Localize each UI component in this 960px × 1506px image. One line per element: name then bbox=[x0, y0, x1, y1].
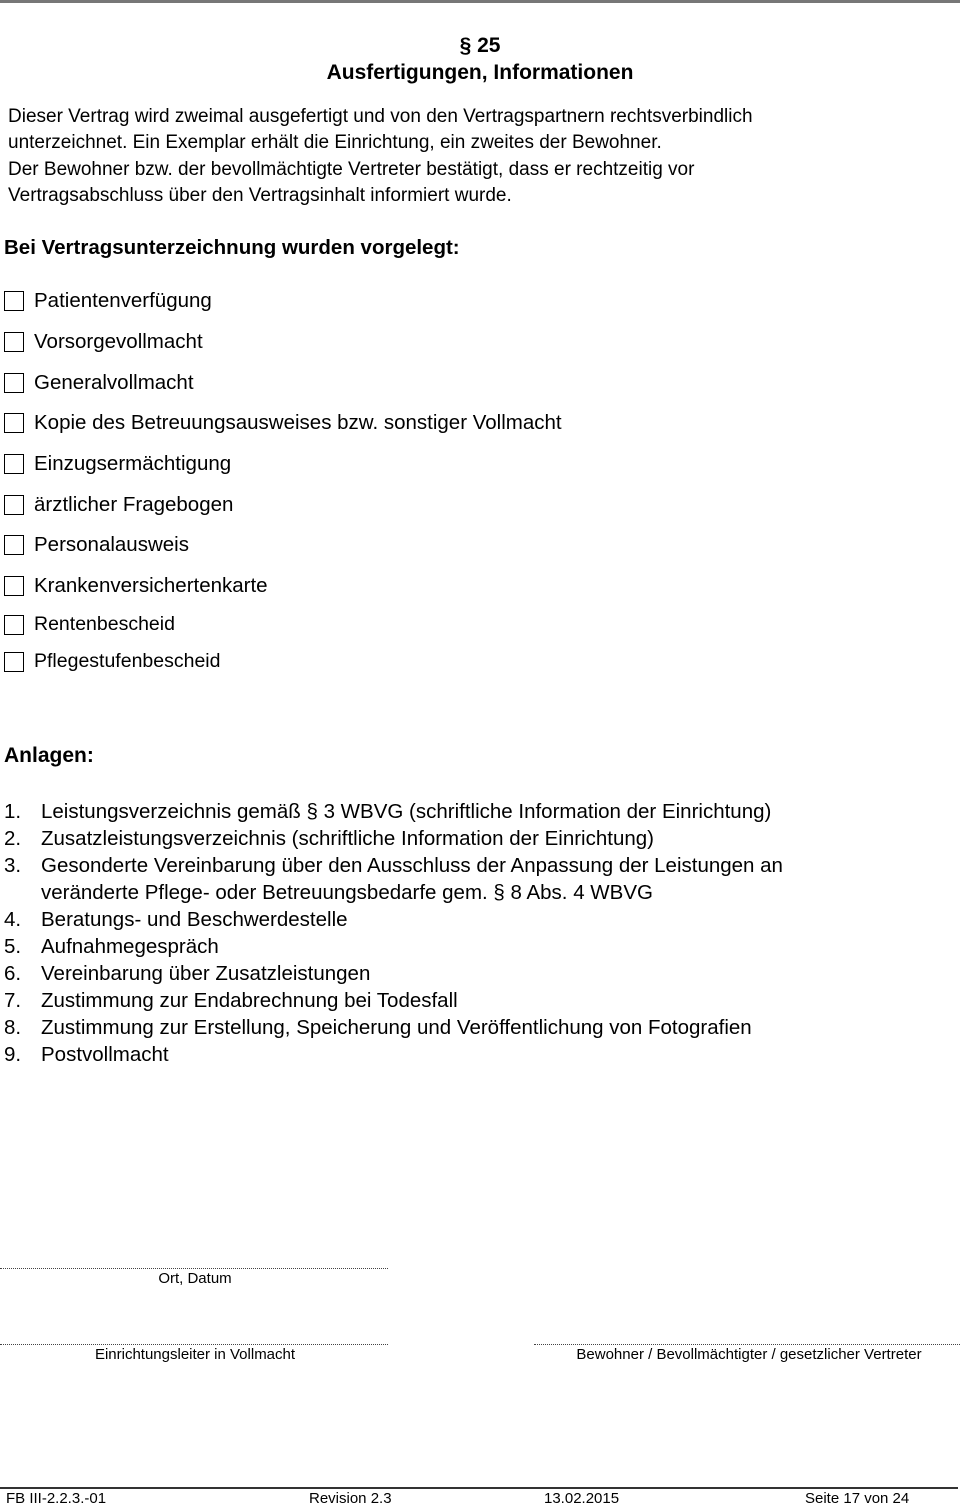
attachments-heading: Anlagen: bbox=[4, 744, 94, 767]
document-checkbox-item[interactable] bbox=[4, 411, 562, 435]
attachment-text: Beratungs- und Beschwerdestelle bbox=[41, 908, 348, 931]
attachment-item bbox=[4, 1014, 752, 1041]
checkbox[interactable] bbox=[4, 535, 24, 555]
checkbox-label: Personalausweis bbox=[34, 533, 189, 556]
attachment-item bbox=[4, 987, 458, 1014]
checkbox-label: Einzugsermächtigung bbox=[34, 452, 232, 475]
attachment-number: 5. bbox=[4, 935, 22, 958]
attachment-text: Zustimmung zur Erstellung, Speicherung und Veröffentlichung von Fotografien bbox=[41, 1016, 752, 1039]
paragraph-line: Dieser Vertrag wird zweimal ausgefertigt und von den Vertragspartnern rechtsverbindlich bbox=[8, 106, 753, 127]
footer-rule bbox=[0, 1487, 958, 1489]
document-checkbox-item[interactable] bbox=[4, 289, 212, 313]
attachment-number: 4. bbox=[4, 908, 22, 931]
facility-signature-label: Einrichtungsleiter in Vollmacht bbox=[94, 1346, 296, 1363]
attachment-item bbox=[4, 798, 771, 825]
attachment-item bbox=[4, 933, 219, 960]
attachment-number: 8. bbox=[4, 1016, 22, 1039]
checkbox-label: Patientenverfügung bbox=[34, 289, 212, 312]
attachment-number: 7. bbox=[4, 989, 22, 1012]
attachment-item bbox=[4, 825, 654, 852]
checkbox-label: Vorsorgevollmacht bbox=[34, 330, 203, 353]
attachment-text: Zustimmung zur Endabrechnung bei Todesfall bbox=[41, 989, 458, 1012]
checkbox[interactable] bbox=[4, 332, 24, 352]
footer-date: 13.02.2015 bbox=[544, 1490, 620, 1506]
attachment-number: 1. bbox=[4, 800, 22, 823]
checkbox-label: Krankenversichertenkarte bbox=[34, 574, 268, 597]
resident-signature-label: Bewohner / Bevollmächtigter / gesetzlicher Vertreter bbox=[576, 1346, 922, 1363]
document-checkbox-item[interactable] bbox=[4, 371, 194, 395]
attachment-text: Zusatzleistungsverzeichnis (schriftliche Information der Einrichtung) bbox=[41, 827, 654, 850]
attachment-item bbox=[4, 960, 370, 987]
attachment-text: Vereinbarung über Zusatzleistungen bbox=[41, 962, 371, 985]
attachment-item bbox=[4, 906, 348, 933]
signature-line-facility[interactable] bbox=[0, 1344, 388, 1345]
attachment-text: veränderte Pflege- oder Betreuungsbedarfe gem. § 8 Abs. 4 WBVG bbox=[41, 881, 653, 904]
checkbox-label: Pflegestufenbescheid bbox=[34, 650, 221, 672]
checkbox[interactable] bbox=[4, 495, 24, 515]
checkbox[interactable] bbox=[4, 373, 24, 393]
document-checkbox-item[interactable] bbox=[4, 493, 233, 517]
checkbox-label: ärztlicher Fragebogen bbox=[34, 493, 234, 516]
document-checkbox-item[interactable] bbox=[4, 452, 231, 476]
checkbox[interactable] bbox=[4, 291, 24, 311]
document-checkbox-item[interactable] bbox=[4, 613, 175, 636]
section-number: § 25 bbox=[459, 34, 501, 57]
checkbox[interactable] bbox=[4, 413, 24, 433]
top-rule bbox=[0, 0, 960, 3]
signature-line-place-date[interactable] bbox=[0, 1268, 388, 1269]
attachment-text: Aufnahmegespräch bbox=[41, 935, 219, 958]
checkbox[interactable] bbox=[4, 576, 24, 596]
section-title: Ausfertigungen, Informationen bbox=[326, 61, 634, 84]
attachment-number: 3. bbox=[4, 854, 22, 877]
document-checkbox-item[interactable] bbox=[4, 574, 268, 598]
attachment-number: 6. bbox=[4, 962, 22, 985]
checkbox-label: Generalvollmacht bbox=[34, 371, 194, 394]
checkbox[interactable] bbox=[4, 615, 24, 635]
document-checkbox-item[interactable] bbox=[4, 650, 220, 673]
paragraph-line: unterzeichnet. Ein Exemplar erhält die Einrichtung, ein zweites der Bewohner. bbox=[8, 132, 662, 153]
attachment-text: Leistungsverzeichnis gemäß § 3 WBVG (schriftliche Information der Einrichtung) bbox=[41, 800, 772, 823]
place-date-label: Ort, Datum bbox=[158, 1270, 232, 1287]
document-checkbox-item[interactable] bbox=[4, 330, 203, 354]
document-checkbox-item[interactable] bbox=[4, 533, 189, 557]
checkbox-label: Rentenbescheid bbox=[34, 613, 175, 635]
paragraph-line: Der Bewohner bzw. der bevollmächtigte Vertreter bestätigt, dass er rechtzeitig vor bbox=[8, 159, 695, 180]
attachment-text: Postvollmacht bbox=[41, 1043, 169, 1066]
documents-heading: Bei Vertragsunterzeichnung wurden vorgelegt: bbox=[4, 236, 460, 259]
attachment-item bbox=[4, 852, 783, 906]
checkbox[interactable] bbox=[4, 454, 24, 474]
paragraph-line: Vertragsabschluss über den Vertragsinhalt informiert wurde. bbox=[8, 185, 512, 206]
footer-form-id: FB III-2.2.3.-01 bbox=[6, 1490, 107, 1506]
attachment-text: Gesonderte Vereinbarung über den Ausschluss der Anpassung der Leistungen an bbox=[41, 854, 783, 877]
checkbox-label: Kopie des Betreuungsausweises bzw. sonstiger Vollmacht bbox=[34, 411, 562, 434]
attachment-number: 9. bbox=[4, 1043, 22, 1066]
signature-line-resident[interactable] bbox=[534, 1344, 960, 1345]
footer-page: Seite 17 von 24 bbox=[805, 1490, 910, 1506]
attachment-number: 2. bbox=[4, 827, 22, 850]
checkbox[interactable] bbox=[4, 652, 24, 672]
footer-revision: Revision 2.3 bbox=[309, 1490, 392, 1506]
attachment-item bbox=[4, 1041, 169, 1068]
